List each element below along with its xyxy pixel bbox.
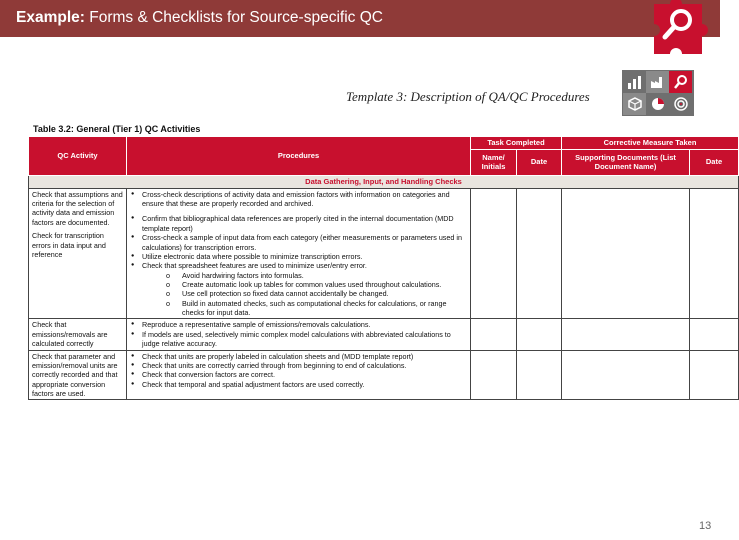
date-cell[interactable]: [517, 319, 562, 350]
procedure-item: ● Reproduce a representative sample of emissions/removals calculations.: [130, 320, 467, 329]
activity-text: Check that parameter and emission/removal units are correctly recorded and that appropriate conversion factors are used.: [32, 351, 118, 398]
activity-text: Check that emissions/removals are calculated correctly: [32, 320, 108, 349]
procedures-cell: [127, 319, 471, 350]
activity-cell: [29, 319, 127, 350]
puzzle-magnifier-logo: [648, 0, 708, 58]
sub-procedure-item: o Avoid hardwiring factors into formulas.: [166, 271, 467, 280]
header-task-completed: Task Completed: [471, 137, 562, 150]
name-initials-cell[interactable]: [471, 188, 517, 319]
sub-procedure-item: o Build in automated checks, such as computational checks for calculations, or range checks for input data.: [166, 299, 467, 318]
procedure-item: ● Check that spreadsheet features are used to minimize user/entry error.: [130, 261, 467, 270]
date-cell[interactable]: [517, 188, 562, 319]
supporting-docs-cell[interactable]: [562, 188, 690, 319]
table-title: Table 3.2: General (Tier 1) QC Activities: [33, 124, 201, 134]
slide-title: Example: Forms & Checklists for Source-specific QC: [16, 9, 383, 26]
procedure-item: ● Confirm that bibliographical data references are properly cited in the internal documentation (MDD template report): [130, 214, 467, 233]
activity-text: Check for transcription errors in data input and reference: [32, 231, 106, 259]
magnifier-icon: [669, 71, 692, 93]
procedure-item: ● Check that units are correctly carried through from beginning to end of calculations.: [130, 361, 467, 370]
supporting-docs-cell[interactable]: [562, 319, 690, 350]
header-date-2: Date: [690, 150, 739, 176]
sub-procedure-item: o Create automatic look up tables for common values used throughout calculations.: [166, 280, 467, 289]
date-cell[interactable]: [690, 350, 739, 400]
header-supporting-docs: Supporting Documents (List Document Name): [562, 150, 690, 176]
procedure-item: ● Check that conversion factors are correct.: [130, 370, 467, 379]
bar-chart-icon: [623, 71, 646, 93]
date-cell[interactable]: [690, 188, 739, 319]
procedure-item: ● Check that units are properly labeled in calculation sheets and (MDD template report): [130, 352, 467, 361]
activity-cell: [29, 188, 127, 319]
procedures-cell: [127, 350, 471, 400]
header-date: Date: [517, 150, 562, 176]
activity-text: Check that assumptions and criteria for the selection of activity data and emission factors are documented.: [32, 189, 123, 227]
page-number: 13: [699, 520, 712, 532]
title-bar: [0, 0, 720, 37]
section-header: Data Gathering, Input, and Handling Checks: [29, 176, 739, 189]
header-qc-activity: QC Activity: [29, 137, 127, 176]
factory-icon: [646, 71, 669, 93]
procedures-cell: [127, 188, 471, 319]
target-icon: [669, 93, 692, 115]
name-initials-cell[interactable]: [471, 319, 517, 350]
procedure-item: ● Cross-check descriptions of activity data and emission factors with information on categories and ensure that these are properly recorded and archived.: [130, 190, 467, 209]
table-row: [29, 319, 739, 350]
template-title: Template 3: Description of QA/QC Procedures: [346, 89, 590, 104]
table-row: [29, 188, 739, 319]
procedure-item: ● Cross-check a sample of input data from each category (either measurements or parameters used in calculations) for transcription errors.: [130, 233, 467, 252]
table-row: [29, 350, 739, 400]
header-corrective-measure: Corrective Measure Taken: [562, 137, 739, 150]
name-initials-cell[interactable]: [471, 350, 517, 400]
box-icon: [623, 93, 646, 115]
qc-activities-table: [28, 136, 739, 400]
icon-grid: [622, 70, 694, 116]
date-cell[interactable]: [690, 319, 739, 350]
header-procedures: Procedures: [127, 137, 471, 176]
sub-procedure-item: o Use cell protection so fixed data cannot accidentally be changed.: [166, 289, 467, 298]
activity-cell: [29, 350, 127, 400]
date-cell[interactable]: [517, 350, 562, 400]
procedure-item: ● If models are used, selectively mimic complex model calculations with abbreviated calculations to judge relative accuracy.: [130, 330, 467, 349]
pie-chart-icon: [646, 93, 669, 115]
procedure-item: ● Check that temporal and spatial adjustment factors are used correctly.: [130, 380, 467, 389]
header-name-initials: Name/ Initials: [471, 150, 517, 176]
procedure-item: ● Utilize electronic data where possible to minimize transcription errors.: [130, 252, 467, 261]
supporting-docs-cell[interactable]: [562, 350, 690, 400]
